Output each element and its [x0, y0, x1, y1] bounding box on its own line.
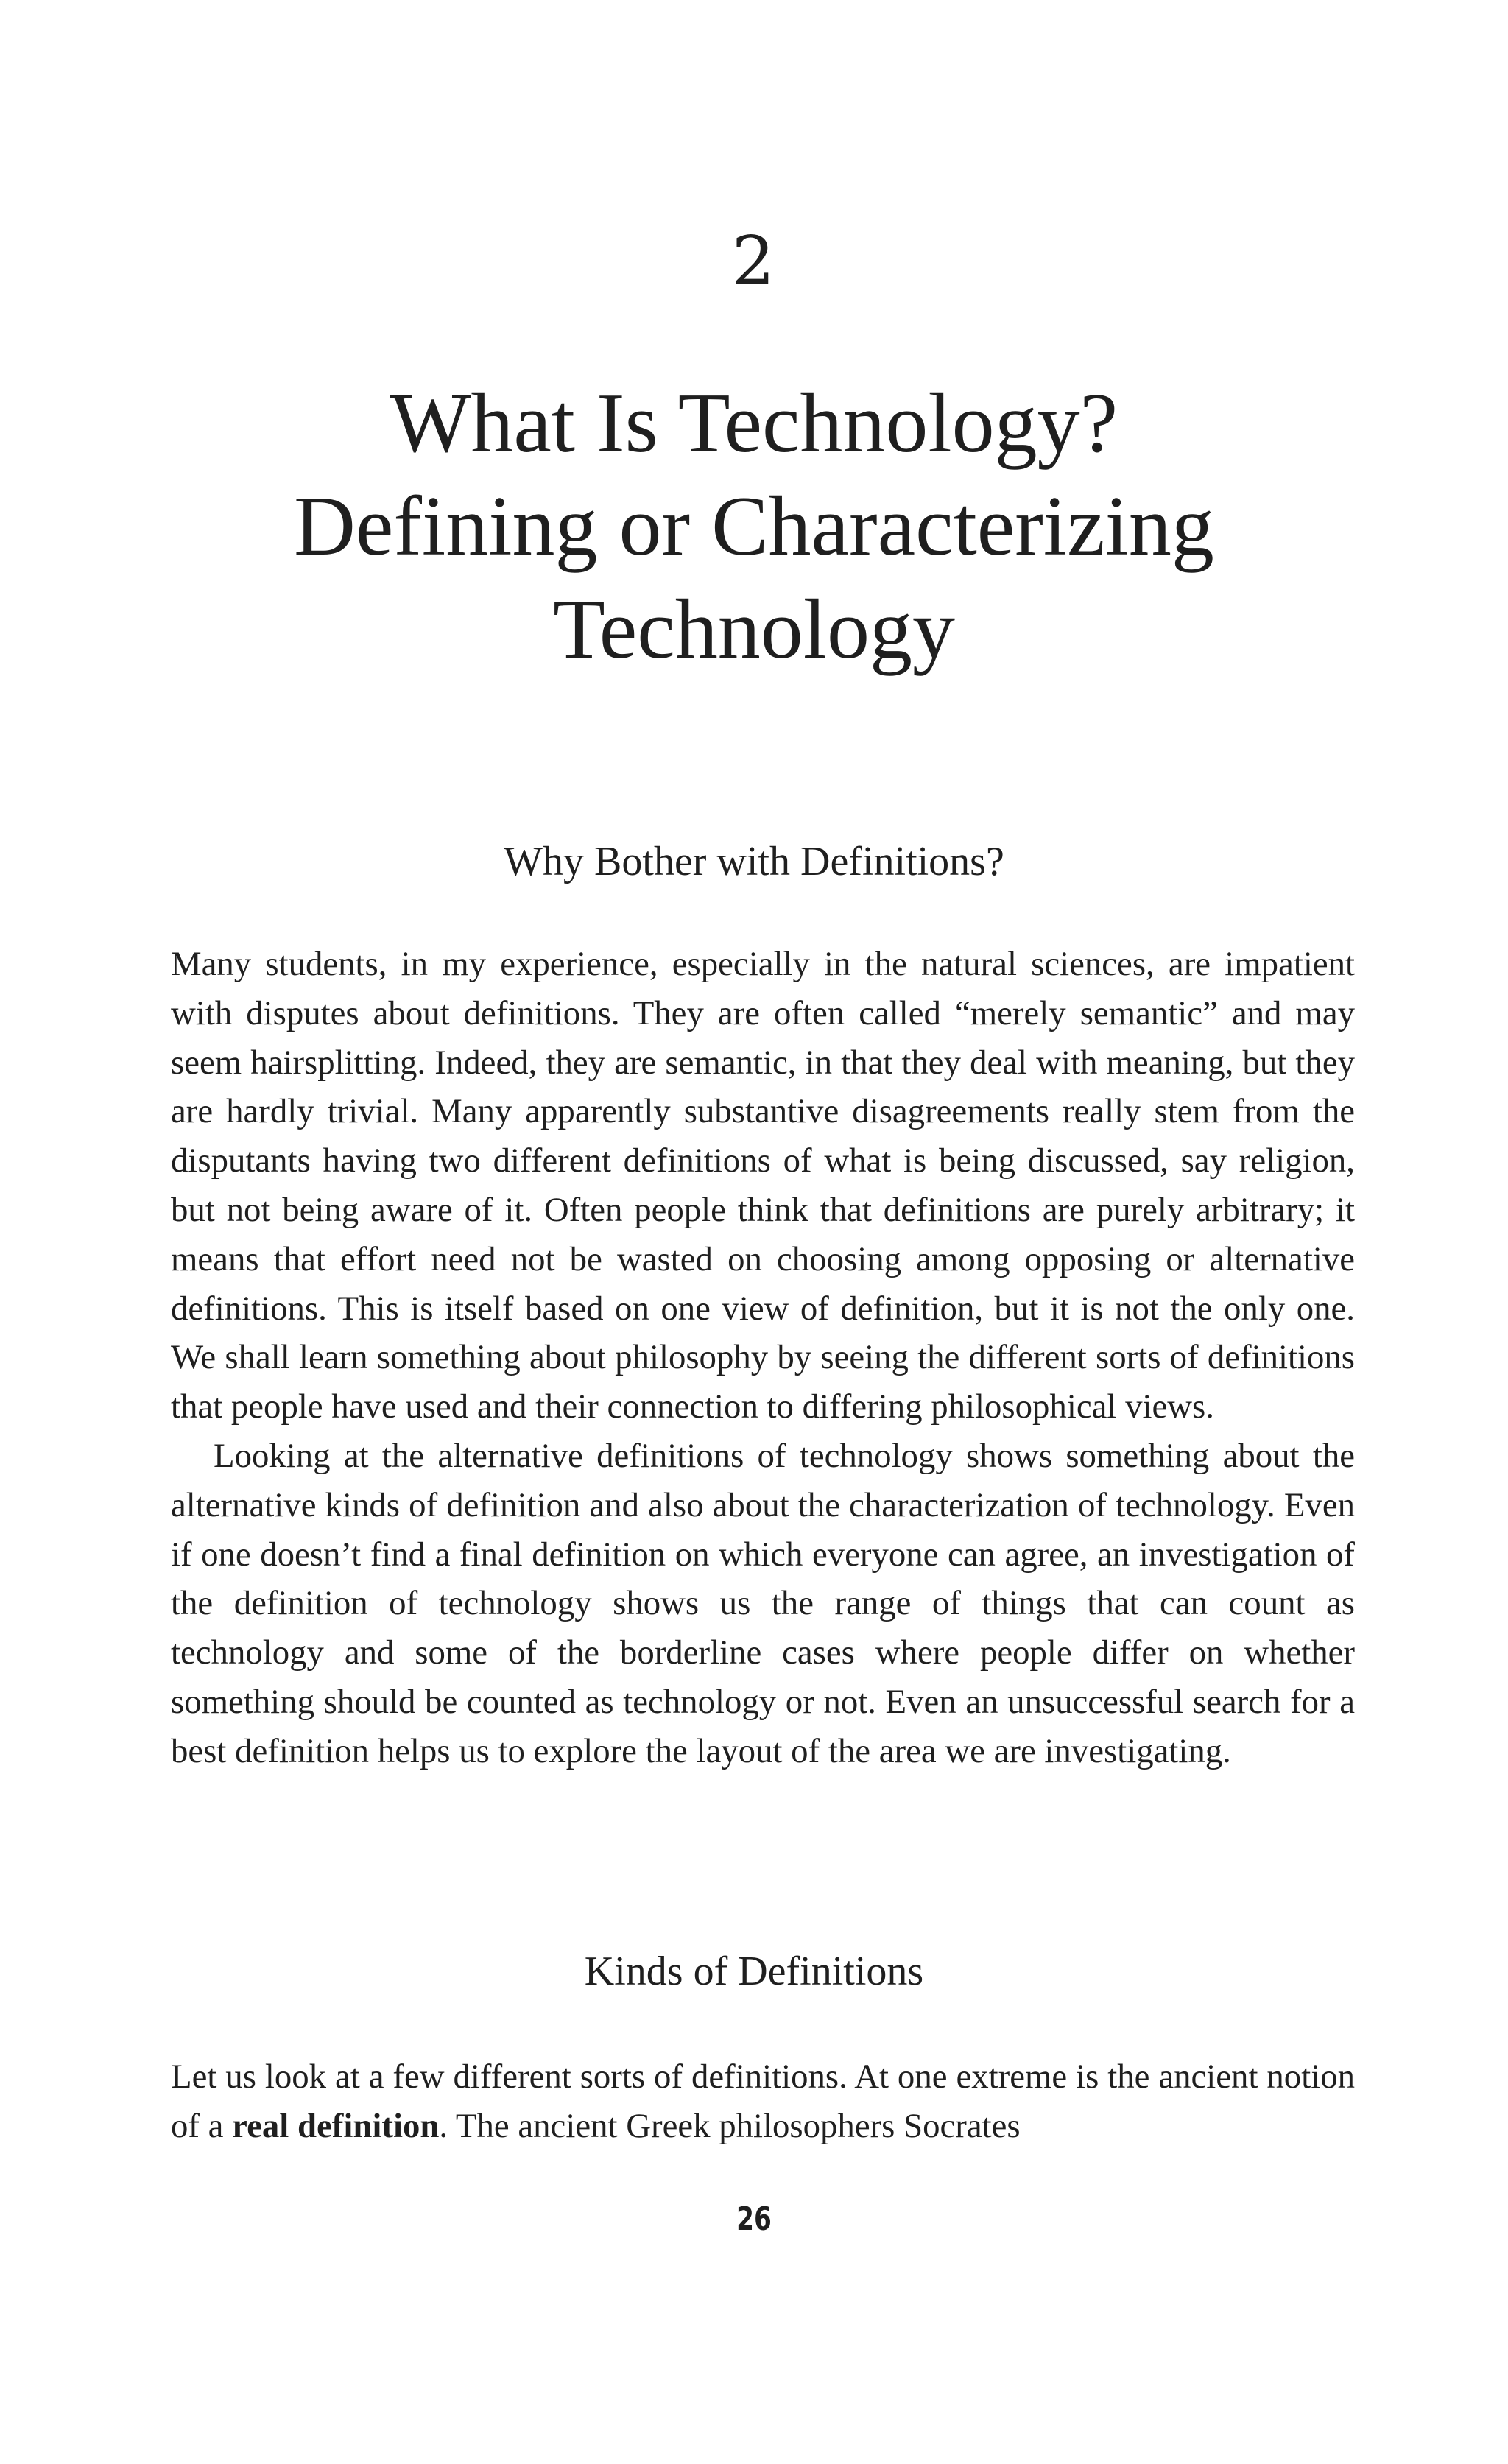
chapter-number: 2	[731, 222, 777, 300]
chapter-title	[191, 372, 1317, 681]
paragraph-text: Let us look at a few different sorts of definitions. At one extreme is the ancient notion of a	[171, 2058, 1355, 2145]
section-body	[171, 940, 1355, 1776]
paragraph-text: . The ancient Greek philosophers Socrates	[439, 2106, 1021, 2145]
chapter-title-line: Defining or Characterizing	[294, 479, 1214, 574]
page-number: 26	[736, 2200, 772, 2238]
paragraph	[171, 2052, 1355, 2151]
paragraph: Many students, in my experience, especially in the natural sciences, are impatient with disputes about definitions. They are often called “merely semantic” and may seem hairsplitting. Indeed, they are semantic, in that they deal with meaning, but they are hardly trivial. Many apparently substantive disagreements really stem from the disputants having two different definitions of what is being discussed, say religion, but not being aware of it. Often people think that definitions are purely arbitrary; it means that effort need not be wasted on choosing among opposing or alternative definitions. This is itself based on one view of definition, but it is not the only one. We shall learn something about philosophy by seeing the different sorts of definitions that people have used and their connection to differing philosophical views.	[171, 945, 1355, 1426]
chapter-title-line: Technology	[553, 582, 955, 677]
chapter-title-line: What Is Technology?	[390, 376, 1118, 471]
section-heading: Why Bother with Definitions?	[504, 839, 1004, 884]
bold-term: real definition	[232, 2106, 440, 2145]
section-heading: Kinds of Definitions	[584, 1949, 924, 1994]
section-body	[171, 2052, 1355, 2151]
paragraph: Looking at the alternative definitions of technology shows something about the alternative kinds of definition and also about the characterization of technology. Even if one doesn’t find a final definition on which everyone can agree, an investigation of the definition of technology shows us the range of things that can count as technology and some of the borderline cases where people differ on whether something should be counted as technology or not. Even an unsuccessful search for a best definition helps us to explore the layout of the area we are investigating.	[171, 1436, 1355, 1770]
